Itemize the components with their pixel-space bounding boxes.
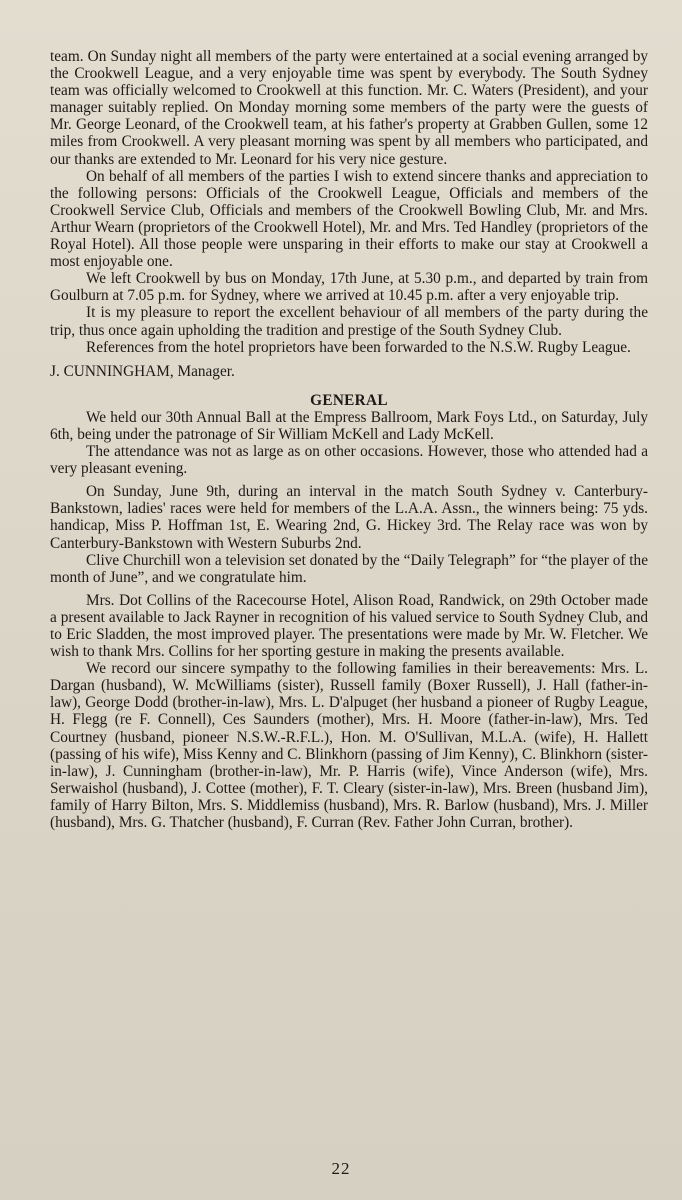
paragraph-presentations: Mrs. Dot Collins of the Racecourse Hotel, Alison Road, Randwick, on 29th October made a present available to Jack Rayner in recognition of his valued service to South Sydney Club, and to Eric Sladden, the most improved player. The presentations were made by Mr. W. Fletcher. We wish to thank Mrs. Collins for her sporting gesture in making the presents available. bbox=[50, 591, 648, 661]
paragraph-ladies-races: On Sunday, June 9th, during an interval in the match South Sydney v. Canterbury-Bankstown, ladies' races were held for members of the L.A.A. Assn., the winners being: 75 yds. handicap, Miss P. Hoffman 1st, E. Wearing 2nd, G. Hickey 3rd. The Relay race was won by Canterbury-Bankstown with Western Suburbs 2nd. bbox=[50, 483, 648, 552]
page-number: 22 bbox=[331, 1159, 351, 1178]
paragraph-behaviour: It is my pleasure to report the excellent behaviour of all members of the party during the trip, thus once again upholding the tradition and prestige of the South Sydney Club. bbox=[50, 304, 648, 339]
text-column bbox=[50, 48, 648, 831]
paragraph-annual-ball: We held our 30th Annual Ball at the Empress Ballroom, Mark Foys Ltd., on Saturday, July 6th, being under the patronage of Sir William McKell and Lady McKell. bbox=[50, 408, 648, 443]
paragraph-return-trip: We left Crookwell by bus on Monday, 17th June, at 5.30 p.m., and departed by train from Goulburn at 7.05 p.m. for Sydney, where we arrived at 10.45 p.m. after a very enjoyable trip. bbox=[50, 270, 648, 305]
paragraph-sympathy: We record our sincere sympathy to the following families in their bereavements: Mrs. L. Dargan (husband), W. McWilliams (sister), Russell family (Boxer Russell), J. Hall (father-in-law), George Dodd (brother-in-law), Mrs. L. D'alpuget (her husband a pioneer of Rugby League, H. Flegg (re F. Connell), Ces Saunders (mother), Mrs. H. Moore (father-in-law), Mrs. Ted Courtney (husband, pioneer N.S.W.-R.F.L.), Hon. M. O'Sullivan, M.L.A. (wife), H. Hallett (passing of his wife), Miss Kenny and C. Blinkhorn (passing of Jim Kenny), C. Blinkhorn (sister-in-law), J. Cunningham (brother-in-law), Mr. P. Harris (wife), Vince Anderson (wife), Mrs. Serwaishol (husband), J. Cottee (mother), F. T. Cleary (sister-in-law), Mrs. Breen (husband Jim), family of Harry Bilton, Mrs. S. Middlemiss (husband), Mrs. R. Barlow (husband), Mrs. J. Miller (husband), Mrs. G. Thatcher (husband), F. Curran (Rev. Father John Curran, brother). bbox=[50, 660, 648, 832]
paragraph-thanks: On behalf of all members of the parties I wish to extend sincere thanks and appreciation to the following persons: Officials of the Crookwell League, Officials and members of the Crookwell Service Club, Officials and members of the Crookwell Bowling Club, Mr. and Mrs. Arthur Wearn (proprietors of the Crookwell Hotel), Mr. and Mrs. Ted Handley (proprietors of the Royal Hotel). All those people were unsparing in their efforts to make our stay at Crookwell a most enjoyable one. bbox=[50, 167, 648, 271]
paragraph-party-entertainment: team. On Sunday night all members of the party were entertained at a social evening arranged by the Crookwell League, and a very enjoyable time was spent by everybody. The South Sydney team was officially welcomed to Crookwell at this function. Mr. C. Waters (President), and your manager suitably replied. On Monday morning some members of the party were the guests of Mr. George Leonard, of the Crookwell team, at his father's property at Grabben Gullen, some 12 miles from Crookwell. A very pleasant morning was spent by all members who participated, and our thanks are extended to Mr. Leonard for his very nice gesture. bbox=[50, 48, 648, 168]
manager-signature: J. CUNNINGHAM, Manager. bbox=[50, 362, 235, 380]
section-heading-general: GENERAL bbox=[310, 391, 388, 409]
paragraph-references: References from the hotel proprietors have been forwarded to the N.S.W. Rugby League. bbox=[86, 338, 631, 356]
paragraph-television-award: Clive Churchill won a television set donated by the “Daily Telegraph” for “the player of the month of June”, and we congratulate him. bbox=[50, 551, 648, 586]
paragraph-attendance: The attendance was not as large as on other occasions. However, those who attended had a very pleasant evening. bbox=[50, 443, 648, 478]
